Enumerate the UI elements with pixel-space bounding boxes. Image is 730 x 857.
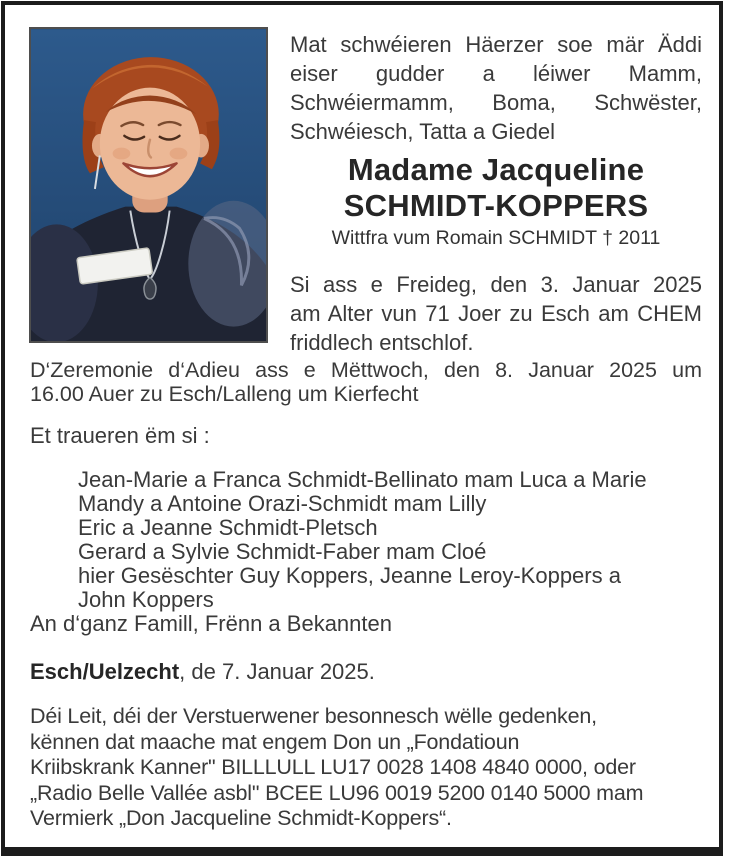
mourner-line: Gerard a Sylvie Schmidt-Faber mam Cloé: [78, 539, 487, 564]
death-notice-paragraph: [290, 270, 702, 357]
mourner-line: hier Gesëschter Guy Koppers, Jeanne Leroy-Koppers a: [78, 563, 621, 588]
death-line: friddlech entschlof.: [290, 330, 474, 355]
cheek-right: [170, 148, 188, 160]
intro-line: eiser gudder a léiwer Mamm,: [290, 61, 702, 86]
ceremony-line: 16.00 Auer zu Esch/Lalleng um Kierfecht: [30, 382, 419, 406]
cheek-left: [113, 148, 131, 160]
donation-line: Déi Leit, déi der Verstuerwener besonnesch wëlle gedenken,: [30, 704, 597, 728]
announcement-frame: [1, 1, 723, 856]
ceremony-paragraph: [30, 358, 702, 406]
mourners-intro: Et traueren ëm si :: [30, 423, 210, 448]
mourners-list: [78, 468, 718, 612]
donation-line: „Radio Belle Vallée asbl" BCEE LU96 0019 5200 0140 5000 mam: [30, 780, 644, 805]
ceremony-line: D‘Zeremonie d‘Adieu ass e Mëttwoch, den 8. Januar 2025 um: [30, 358, 702, 382]
family-line: An d‘ganz Famill, Frënn a Bekannten: [30, 611, 392, 636]
intro-line: Schwéiesch, Tatta a Giedel: [290, 119, 555, 144]
deceased-name-block: [290, 152, 702, 250]
widow-subtitle: Wittfra vum Romain SCHMIDT † 2011: [331, 227, 661, 249]
donation-line: kënnen dat maache mat engem Don un „Fondatioun: [30, 729, 520, 754]
right-column: [290, 30, 702, 357]
mourner-line: Eric a Jeanne Schmidt-Pletsch: [78, 515, 378, 540]
mourner-line: Mandy a Antoine Orazi-Schmidt mam Lilly: [78, 491, 487, 516]
deceased-name-line2: SCHMIDT-KOPPERS: [343, 188, 649, 223]
death-line: Si ass e Freideg, den 3. Januar 2025: [290, 272, 702, 297]
intro-paragraph: [290, 30, 702, 146]
portrait-illustration: [31, 29, 266, 341]
intro-line: Mat schwéieren Häerzer soe mär Äddi: [290, 32, 702, 57]
mourner-line: John Koppers: [78, 587, 214, 612]
donation-line: Kriibskrank Kanner" BILLLULL LU17 0028 1408 4840 0000, oder: [30, 755, 636, 779]
date-text: , de 7. Januar 2025.: [179, 659, 375, 684]
place-name: Esch/Uelzecht: [30, 659, 180, 684]
death-line: am Alter vun 71 Joer zu Esch am CHEM: [290, 301, 702, 326]
donation-line: Vermierk „Don Jacqueline Schmidt-Koppers“.: [30, 806, 452, 830]
deceased-name-line1: Madame Jacqueline: [347, 152, 645, 187]
portrait-photo: [29, 27, 268, 343]
donation-paragraph: [30, 704, 706, 832]
intro-line: Schwéiermamm, Boma, Schwëster,: [290, 90, 702, 115]
mourner-line: Jean-Marie a Franca Schmidt-Bellinato mam Luca a Marie: [78, 467, 647, 492]
place-date-line: [30, 658, 702, 685]
